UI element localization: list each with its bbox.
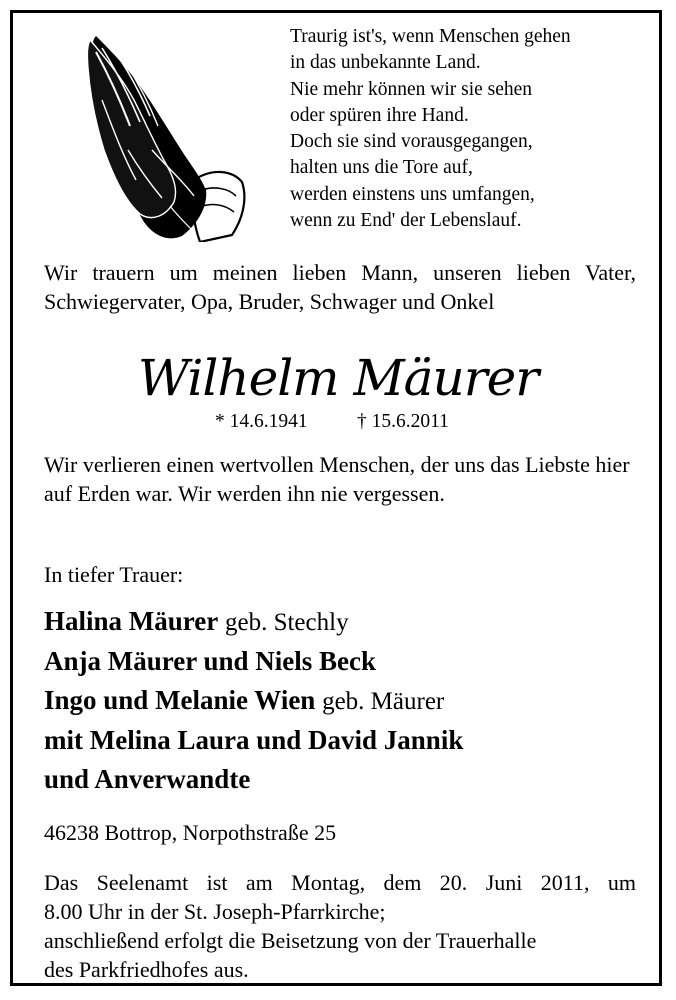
- service-line: anschließend erfolgt die Beisetzung von der Trauerhalle: [44, 928, 537, 953]
- address: 46238 Bottrop, Norpothstraße 25: [44, 820, 337, 845]
- mourner-line: [44, 602, 463, 642]
- poem-line: werden einstens uns umfangen,: [290, 183, 535, 205]
- birth-date: * 14.6.1941: [215, 411, 308, 432]
- mourner-note: geb. Stechly: [224, 609, 349, 636]
- mourner-line: [44, 681, 463, 721]
- mourning-label: In tiefer Trauer:: [44, 562, 184, 587]
- poem-line: Traurig ist's, wenn Menschen gehen: [290, 26, 571, 47]
- service-line: 8.00 Uhr in der St. Joseph-Pfarrkirche;: [44, 899, 386, 924]
- poem-line: Nie mehr können wir sie sehen: [290, 78, 533, 100]
- mourner-name: Anja Mäurer und Niels Beck: [44, 646, 377, 676]
- mourner-line: [44, 760, 463, 799]
- poem-line: in das unbekannte Land.: [290, 52, 481, 74]
- message-text: Wir verlieren einen wertvollen Menschen, der uns das Liebste hier auf Erden war. Wir werden ihn nie vergessen.: [44, 452, 630, 506]
- service-line: Das Seelenamt ist am Montag, dem 20. Juni 2011, um: [44, 870, 636, 895]
- mourner-name: und Anverwandte: [44, 764, 251, 794]
- poem-line: halten uns die Tore auf,: [290, 157, 473, 179]
- poem: [290, 24, 571, 234]
- mourner-note: geb. Mäurer: [322, 688, 445, 715]
- death-date: † 15.6.2011: [357, 411, 449, 432]
- poem-line: wenn zu End' der Lebenslauf.: [290, 210, 522, 232]
- deceased-name: Wilhelm Mäurer: [137, 349, 539, 407]
- praying-hands-icon: [82, 30, 252, 242]
- service-line: des Parkfriedhofes aus.: [44, 957, 249, 982]
- poem-line: oder spüren ihre Hand.: [290, 104, 469, 126]
- mourner-line: [44, 642, 463, 681]
- mourners-list: [44, 602, 463, 799]
- service-text: [44, 868, 636, 984]
- mourner-name: mit Melina Laura und David Jannik: [44, 725, 464, 755]
- mourner-name: Ingo und Melanie Wien: [44, 685, 316, 715]
- poem-line: Doch sie sind vorausgegangen,: [290, 131, 533, 153]
- mourner-line: [44, 721, 463, 760]
- mourner-name: Halina Mäurer: [44, 606, 219, 636]
- intro-text: Wir trauern um meinen lieben Mann, unseren lieben Vater, Schwiegervater, Opa, Bruder, Schwager und Onkel: [44, 260, 636, 314]
